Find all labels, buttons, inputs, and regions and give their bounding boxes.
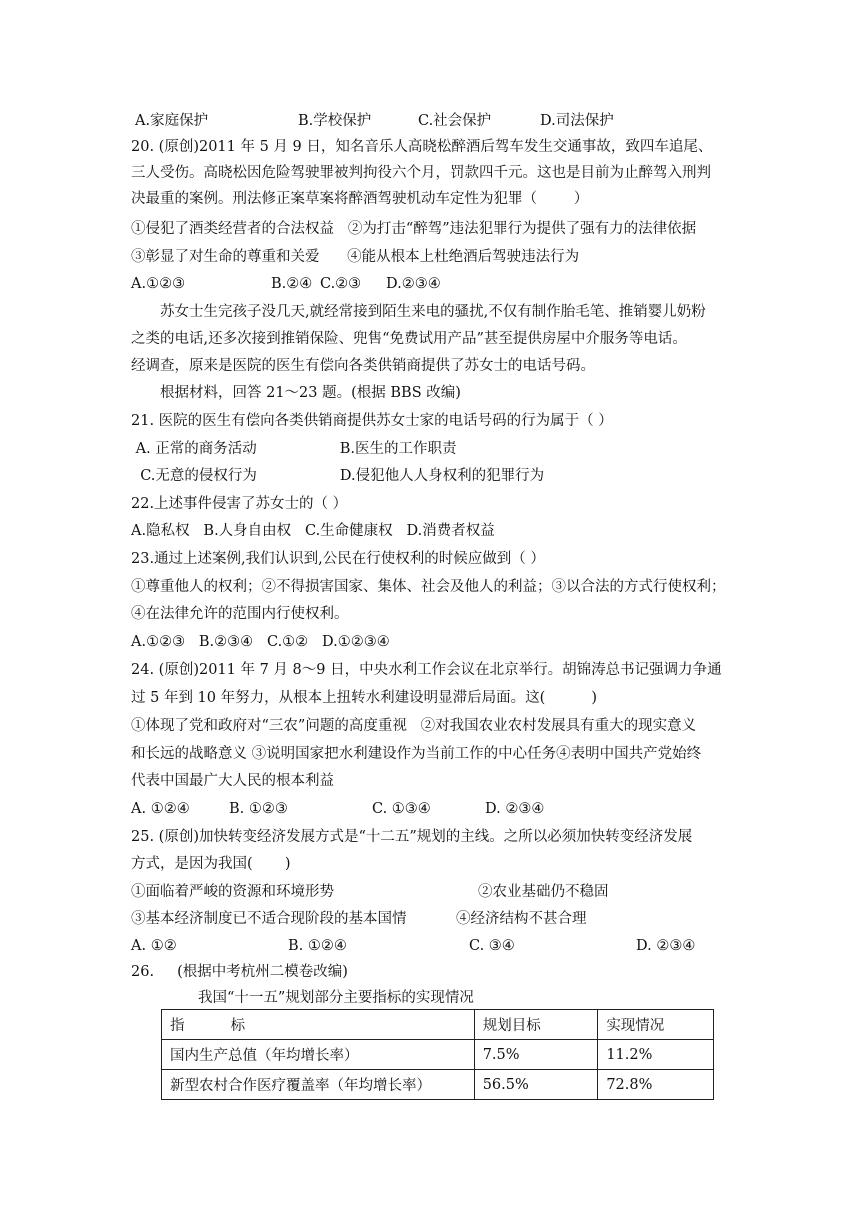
table-cell: 11.2% [598, 1040, 714, 1070]
q25-option-c: C. ③④ [469, 938, 515, 954]
table-cell: 72.8% [598, 1070, 714, 1100]
q20-line-2: 三人受伤。高晓松因危险驾驶罪被判拘役六个月，罚款四千元。这也是目前为止醉驾入刑判 [131, 165, 711, 181]
q20-option-a: A.①②③ [131, 276, 186, 292]
table-cell: 7.5% [474, 1040, 598, 1070]
table-cell: 国内生产总值（年均增长率） [162, 1040, 475, 1070]
table-header-cell: 规划目标 [474, 1010, 598, 1040]
table-cell: 新型农村合作医疗覆盖率（年均增长率） [162, 1070, 475, 1100]
table-title: 我国“十一五”规划部分主要指标的实现情况 [198, 990, 474, 1006]
q20-line-4: ①侵犯了酒类经营者的合法权益 ②为打击“醉驾”违法犯罪行为提供了强有力的法律依据 [131, 221, 697, 237]
q21-options-1: A. 正常的商务活动 B.医生的工作职责 [131, 441, 457, 457]
q24-option-c: C. ①③④ [372, 801, 431, 817]
q20-line-5: ③彰显了对生命的尊重和关爱 ④能从根本上杜绝酒后驾驶违法行为 [131, 249, 580, 265]
q25-item-3: ③基本经济制度已不适合现阶段的基本国情 [131, 911, 407, 927]
q25-option-b: B. ①②④ [288, 938, 347, 954]
q20-option-c: C.②③ [320, 276, 362, 292]
table-header-row [162, 1010, 714, 1040]
q24-option-a: A. ①②④ [131, 801, 190, 817]
q25-item-4: ④经济结构不甚合理 [456, 911, 587, 927]
q23-options: A.①②③ B.②③④ C.①② D.①②③④ [131, 634, 390, 650]
q24-option-b: B. ①②③ [229, 801, 288, 817]
q25-line-1: 25. (原创)加快转变经济发展方式是“十二五”规划的主线。之所以必须加快转变经济发展 [131, 829, 693, 845]
q25-item-2: ②农业基础仍不稳固 [478, 884, 609, 900]
q24-line-3: ①体现了党和政府对“三农”问题的高度重视 ②对我国农业农村发展具有重大的现实意义 [131, 718, 697, 734]
material-line-3: 经调查，原来是医院的医生有偿向各类供销商提供了苏女士的电话号码。 [131, 358, 595, 374]
q21-options-2: C.无意的侵权行为 D.侵犯他人人身权利的犯罪行为 [131, 468, 545, 484]
q23-line-2: ④在法律允许的范围内行使权利。 [131, 606, 349, 622]
q19-option-d: D.司法保护 [540, 113, 614, 129]
q22-options: A.隐私权 B.人身自由权 C.生命健康权 D.消费者权益 [131, 523, 495, 539]
q24-line-2: 过 5 年到 10 年努力，从根本上扭转水利建设明显滞后局面。这( ) [131, 690, 598, 706]
q20-option-d: D.②③④ [386, 276, 441, 292]
q25-line-2: 方式，是因为我国( ) [131, 856, 291, 872]
table-header-cell: 指 标 [162, 1010, 475, 1040]
table-row [162, 1040, 714, 1070]
q25-option-d: D. ②③④ [636, 938, 696, 954]
q24-line-1: 24. (原创)2011 年 7 月 8～9 日，中央水利工作会议在北京举行。胡锦涛总书记强调力争通 [131, 662, 722, 678]
q23-line-1: ①尊重他人的权利；②不得损害国家、集体、社会及他人的利益；③以合法的方式行使权利； [131, 579, 726, 595]
indicator-table [161, 1009, 714, 1100]
table-cell: 56.5% [474, 1070, 598, 1100]
material-line-4: 根据材料，回答 21～23 题。(根据 BBS 改编) [160, 385, 461, 401]
q25-item-1: ①面临着严峻的资源和环境形势 [131, 884, 334, 900]
q20-option-b: B.②④ [271, 276, 313, 292]
q20-line-1: 20. (原创)2011 年 5 月 9 日，知名音乐人高晓松醉酒后驾车发生交通事故，致四车追尾、 [131, 139, 713, 155]
material-line-2: 之类的电话,还多次接到推销保险、兜售“免费试用产品”甚至提供房屋中介服务等电话。 [131, 331, 687, 347]
table-header-cell: 实现情况 [598, 1010, 714, 1040]
q25-option-a: A. ①② [131, 938, 177, 954]
material-line-1: 苏女士生完孩子没几天,就经常接到陌生来电的骚扰,不仅有制作胎毛笔、推销婴儿奶粉 [160, 304, 706, 320]
table-row [162, 1070, 714, 1100]
q19-option-b: B.学校保护 [298, 113, 372, 129]
q19-option-a: A.家庭保护 [135, 113, 209, 129]
q24-line-4: 和长远的战略意义 ③说明国家把水利建设作为当前工作的中心任务④表明中国共产党始终 [131, 746, 702, 762]
q24-line-5: 代表中国最广大人民的根本利益 [131, 773, 334, 789]
q26-stem: 26. (根据中考杭州二模卷改编) [131, 964, 348, 980]
q19-option-c: C.社会保护 [418, 113, 492, 129]
q22-stem: 22.上述事件侵害了苏女士的（ ） [131, 496, 348, 512]
q21-stem: 21. 医院的医生有偿向各类供销商提供苏女士家的电话号码的行为属于（ ） [131, 413, 613, 429]
q24-option-d: D. ②③④ [485, 801, 545, 817]
q23-stem: 23.通过上述案例,我们认识到,公民在行使权利的时候应做到（ ） [131, 551, 545, 567]
q20-line-3: 决最重的案例。刑法修正案草案将醉酒驾驶机动车定性为犯罪（ ） [131, 191, 589, 207]
